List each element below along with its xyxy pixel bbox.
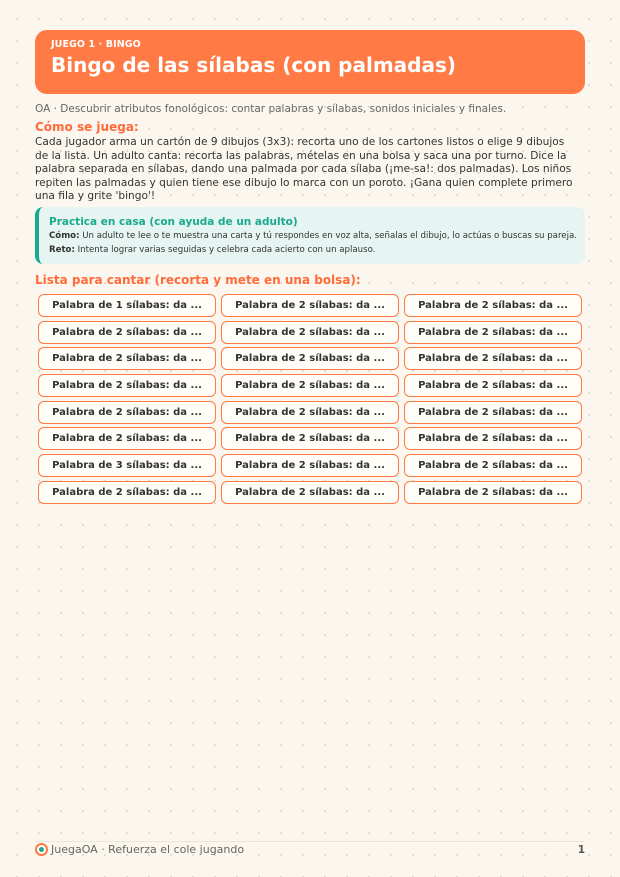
word-card: Palabra de 2 sílabas: da ... xyxy=(404,427,582,450)
word-card: Palabra de 2 sílabas: da ... xyxy=(404,347,582,370)
word-card: Palabra de 2 sílabas: da ... xyxy=(221,427,399,450)
word-card: Palabra de 2 sílabas: da ... xyxy=(221,347,399,370)
page-title: Bingo de las sílabas (con palmadas) xyxy=(51,53,457,77)
practice-how-text: Un adulto te lee o te muestra una carta y tú respondes en voz alta, señalas el dibujo, lo actúas o buscas su pareja. xyxy=(82,231,577,241)
learning-objective: OA · Descubrir atributos fonológicos: contar palabras y sílabas, sonidos iniciales y finales. xyxy=(35,103,507,115)
practice-challenge-label: Reto: xyxy=(49,245,75,255)
game-kicker: JUEGO 1 · BINGO xyxy=(51,39,141,50)
practice-heading: Practica en casa (con ayuda de un adulto) xyxy=(49,216,298,228)
game-header xyxy=(35,30,585,94)
how-to-play-heading: Cómo se juega: xyxy=(35,120,139,134)
practice-how-label: Cómo: xyxy=(49,231,80,241)
word-card: Palabra de 2 sílabas: da ... xyxy=(221,374,399,397)
page-number: 1 xyxy=(577,844,585,856)
word-card: Palabra de 2 sílabas: da ... xyxy=(38,481,216,504)
word-card: Palabra de 2 sílabas: da ... xyxy=(221,481,399,504)
call-list-grid xyxy=(38,294,582,504)
word-card: Palabra de 2 sílabas: da ... xyxy=(404,321,582,344)
word-card: Palabra de 2 sílabas: da ... xyxy=(38,374,216,397)
word-card: Palabra de 2 sílabas: da ... xyxy=(38,347,216,370)
word-card: Palabra de 2 sílabas: da ... xyxy=(221,321,399,344)
word-card: Palabra de 1 sílabas: da ... xyxy=(38,294,216,317)
word-card: Palabra de 2 sílabas: da ... xyxy=(221,454,399,477)
word-card: Palabra de 2 sílabas: da ... xyxy=(221,401,399,424)
word-card: Palabra de 2 sílabas: da ... xyxy=(221,294,399,317)
word-card: Palabra de 2 sílabas: da ... xyxy=(404,481,582,504)
word-card: Palabra de 2 sílabas: da ... xyxy=(38,321,216,344)
word-card: Palabra de 2 sílabas: da ... xyxy=(404,454,582,477)
how-to-play-text: Cada jugador arma un cartón de 9 dibujos (3x3): recorta uno de los cartones listos o elige 9 dibujos de la lista. Un adulto canta: recorta las palabras, mételas en una bolsa y saca una por turno. Dice la palabra separada en sílabas, dando una palmada por cada sílaba (¡me-sa!: dos palmadas). Los niños repiten las palmadas y quien tiene ese dibujo lo marca con un poroto. ¡Gana quien complete primero una fila y grite 'bingo'! xyxy=(35,136,573,203)
word-card: Palabra de 2 sílabas: da ... xyxy=(38,401,216,424)
call-list-heading: Lista para cantar (recorta y mete en una bolsa): xyxy=(35,273,361,287)
brand-logo-icon xyxy=(35,843,48,856)
practice-challenge-text: Intenta lograr varias seguidas y celebra cada acierto con un aplauso. xyxy=(77,245,376,255)
footer-divider xyxy=(35,841,585,842)
practice-challenge-line xyxy=(49,243,575,257)
word-card: Palabra de 3 sílabas: da ... xyxy=(38,454,216,477)
practice-box xyxy=(35,207,585,264)
word-card: Palabra de 2 sílabas: da ... xyxy=(404,374,582,397)
word-card: Palabra de 2 sílabas: da ... xyxy=(404,401,582,424)
footer-brand: JuegaOA · Refuerza el cole jugando xyxy=(51,843,245,856)
page-footer xyxy=(35,843,585,859)
word-card: Palabra de 2 sílabas: da ... xyxy=(38,427,216,450)
practice-how-line xyxy=(49,229,575,243)
word-card: Palabra de 2 sílabas: da ... xyxy=(404,294,582,317)
